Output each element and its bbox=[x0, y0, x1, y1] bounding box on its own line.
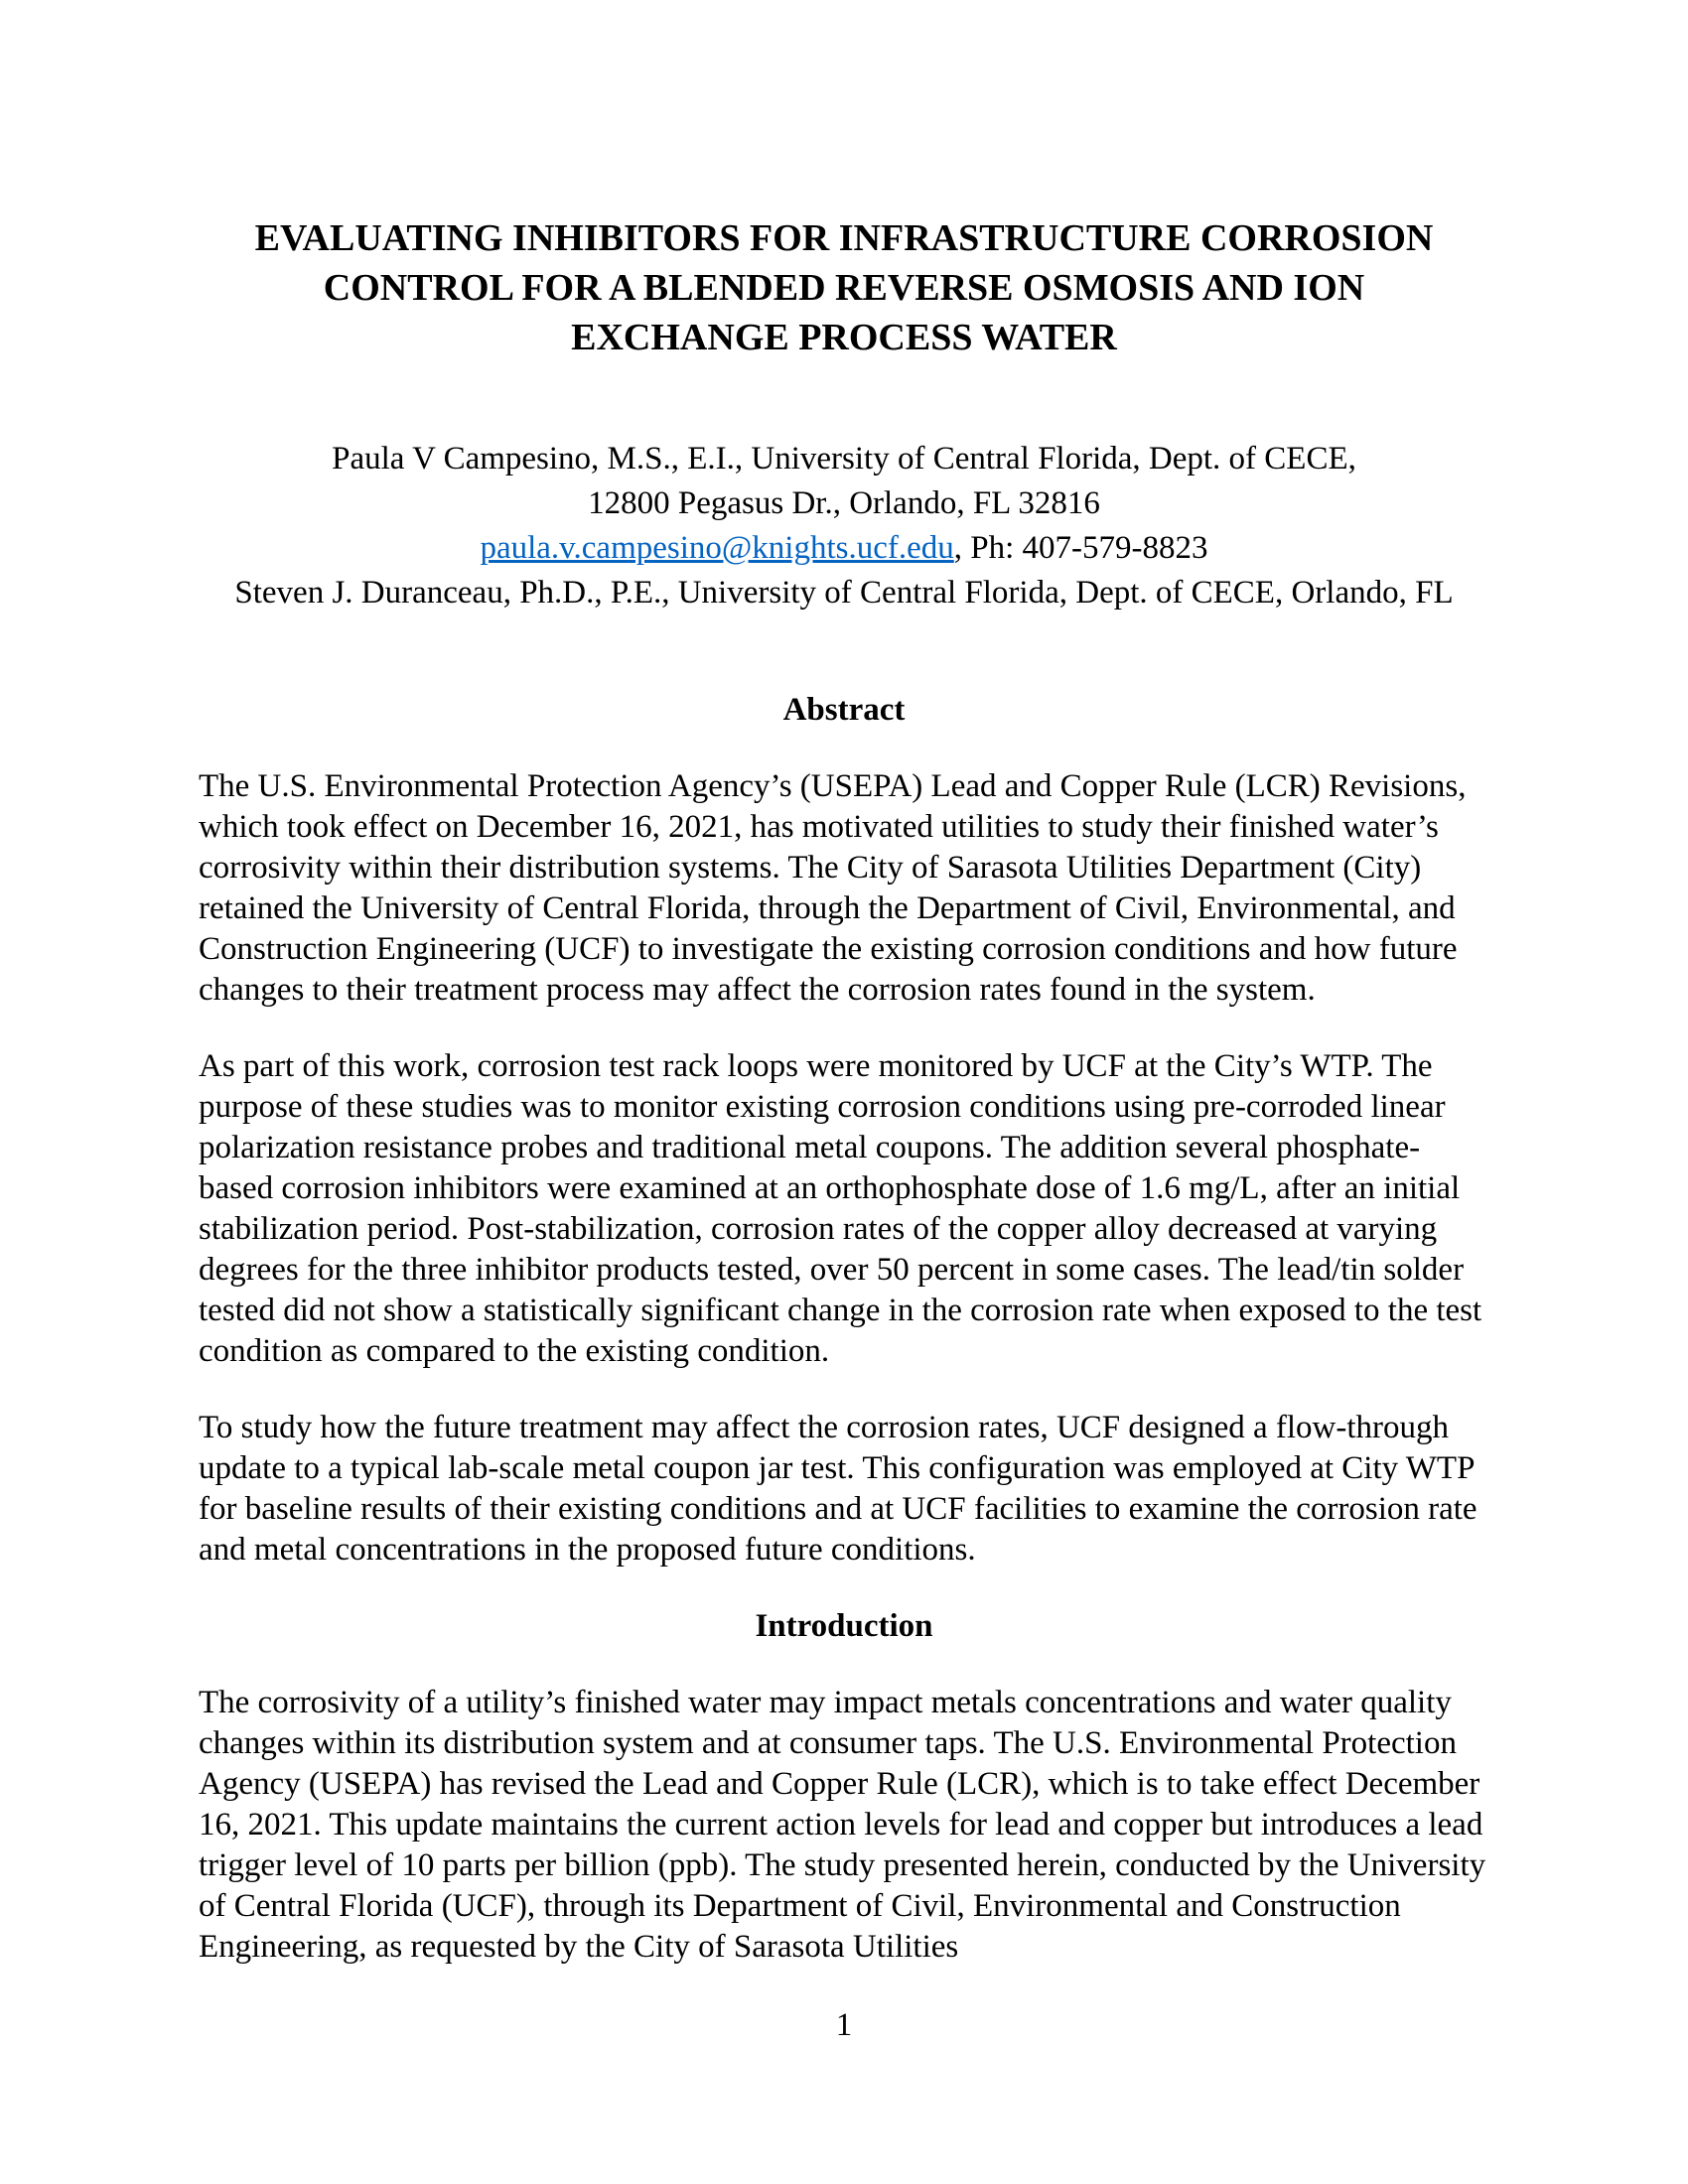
author-line-second-author: Steven J. Duranceau, Ph.D., P.E., University of Central Florida, Dept. of CECE, Orlando, FL bbox=[234, 575, 1454, 611]
author-line-first-author: Paula V Campesino, M.S., E.I., University of Central Florida, Dept. of CECE, bbox=[332, 441, 1356, 477]
introduction-paragraph-1: The corrosivity of a utility’s finished water may impact metals concentrations and water quality changes within its distribution system and at consumer taps. The U.S. Environmental Protection Agency (USEPA) has revised the Lead and Copper Rule (LCR), which is to take effect December 16, 2021. This update maintains the current action levels for lead and copper but introduces a lead trigger level of 10 parts per billion (ppb). The study presented herein, conducted by the University of Central Florida (UCF), through its Department of Civil, Environmental and Construction Engineering, as requested by the City of Sarasota Utilities bbox=[199, 1685, 1486, 1965]
phone-text: , Ph: 407-579-8823 bbox=[953, 530, 1208, 566]
author-block bbox=[199, 437, 1489, 615]
section-heading-abstract: Abstract bbox=[782, 692, 906, 728]
email-link[interactable]: paula.v.campesino@knights.ucf.edu bbox=[480, 530, 954, 566]
abstract-paragraph-1: The U.S. Environmental Protection Agency’s (USEPA) Lead and Copper Rule (LCR) Revisions, which took effect on December 16, 2021, has motivated utilities to study their finished water’s corrosivity within their distribution systems. The City of Sarasota Utilities Department (City) retained the University of Central Florida, through the Department of Civil, Environmental, and Construction Engineering (UCF) to investigate the existing corrosion conditions and how future changes to their treatment process may affect the corrosion rates found in the system. bbox=[199, 768, 1467, 1008]
author-line-address: 12800 Pegasus Dr., Orlando, FL 32816 bbox=[588, 485, 1100, 521]
abstract-paragraph-2: As part of this work, corrosion test rack loops were monitored by UCF at the City’s WTP. The purpose of these studies was to monitor existing corrosion conditions using pre-corroded linear polarization resistance probes and traditional metal coupons. The addition several phosphate-based corrosion inhibitors were examined at an orthophosphate dose of 1.6 mg/L, after an initial stabilization period. Post-stabilization, corrosion rates of the copper alloy decreased at varying degrees for the three inhibitor products tested, over 50 percent in some cases. The lead/tin solder tested did not show a statistically significant change in the corrosion rate when exposed to the test condition as compared to the existing condition. bbox=[199, 1048, 1482, 1369]
paper-title-line-2: CONTROL FOR A BLENDED REVERSE OSMOSIS AND ION bbox=[323, 267, 1365, 309]
paper-title-line-3: EXCHANGE PROCESS WATER bbox=[571, 317, 1117, 358]
paper-title-line-1: EVALUATING INHIBITORS FOR INFRASTRUCTURE CORROSION bbox=[254, 217, 1434, 259]
page-number: 1 bbox=[835, 2007, 853, 2043]
author-line-contact bbox=[199, 526, 1489, 571]
section-heading-introduction: Introduction bbox=[755, 1608, 933, 1644]
abstract-paragraph-3: To study how the future treatment may affect the corrosion rates, UCF designed a flow-through update to a typical lab-scale metal coupon jar test. This configuration was employed at City WTP for baseline results of their existing conditions and at UCF facilities to examine the corrosion rate and metal concentrations in the proposed future conditions. bbox=[199, 1410, 1477, 1568]
paper-title bbox=[199, 213, 1489, 362]
